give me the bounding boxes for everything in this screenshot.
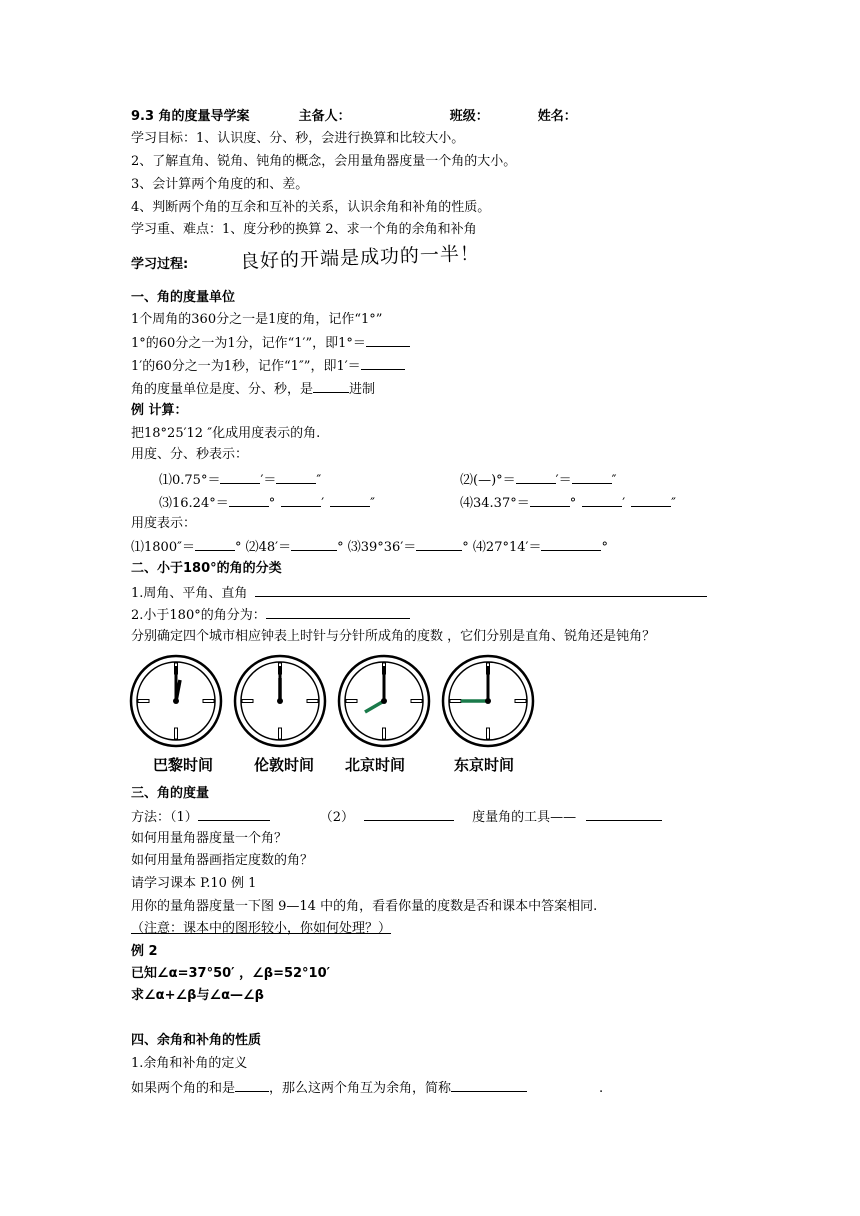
q4-min: ′ bbox=[622, 496, 626, 511]
london-caption: 伦敦时间 bbox=[254, 756, 315, 774]
tick-3 bbox=[203, 700, 214, 703]
blank-line[interactable] bbox=[266, 605, 410, 619]
objective-2: 2、了解直角、锐角、钝角的概念，会用量角器度量一个角的大小。 bbox=[131, 154, 517, 169]
tick-3 bbox=[515, 700, 526, 703]
blank-line[interactable] bbox=[582, 493, 622, 507]
blank-line[interactable] bbox=[366, 333, 410, 347]
tokyo-caption: 东京时间 bbox=[454, 756, 515, 774]
blank-line[interactable] bbox=[276, 470, 316, 484]
q1-sep: ′＝ bbox=[260, 473, 277, 488]
example-label: 例 计算： bbox=[131, 403, 188, 418]
question-1 bbox=[159, 470, 321, 490]
blank-line[interactable] bbox=[235, 1078, 269, 1092]
deg-label: 用度表示： bbox=[131, 516, 197, 531]
given-line: 已知∠α=37°50′ ，∠β=52°10′ bbox=[131, 966, 331, 981]
tick-9 bbox=[450, 700, 461, 703]
blank-line[interactable] bbox=[330, 493, 370, 507]
blank-line[interactable] bbox=[364, 807, 454, 821]
clock-center-pin bbox=[381, 698, 387, 704]
blank-line[interactable] bbox=[195, 537, 235, 551]
r3-unit: ° bbox=[462, 540, 469, 555]
question-3 bbox=[159, 493, 375, 513]
r1-unit: ° bbox=[234, 540, 242, 555]
tool-label: 度量角的工具—— bbox=[472, 810, 577, 825]
blank-line[interactable] bbox=[220, 470, 260, 484]
blank-line[interactable] bbox=[541, 537, 601, 551]
blank-line[interactable] bbox=[530, 493, 570, 507]
s3-q1: 如何用量角器度量一个角？ bbox=[131, 831, 288, 846]
tick-9 bbox=[242, 700, 253, 703]
blank-line[interactable] bbox=[451, 1078, 527, 1092]
example-line: 把18°25′12 ″化成用度表示的角. bbox=[131, 426, 321, 441]
q3-deg: ° bbox=[268, 496, 276, 511]
objective-1: 学习目标：1、认识度、分、秒，会进行换算和比较大小。 bbox=[131, 131, 465, 146]
blank-line[interactable] bbox=[291, 537, 337, 551]
q3-text: ⑶16.24°＝ bbox=[159, 496, 229, 511]
q2-sep: ′＝ bbox=[555, 473, 572, 488]
document-header bbox=[131, 108, 577, 126]
section2-title: 二、小于180°的角的分类 bbox=[131, 561, 282, 576]
r2-text: ⑵48′＝ bbox=[245, 540, 292, 555]
r2-unit: ° bbox=[337, 540, 344, 555]
tick-9 bbox=[138, 700, 149, 703]
q1-unit: ″ bbox=[316, 473, 322, 488]
question-2 bbox=[460, 470, 616, 490]
q3-sec: ″ bbox=[370, 496, 376, 511]
q2-text: ⑵(—)°＝ bbox=[460, 473, 516, 488]
s3-q3: 请学习课本 P.10 例 1 bbox=[131, 876, 257, 891]
s1-line3-text: 1′的60分之一为1秒，记作“1″”，即1′＝ bbox=[131, 359, 361, 374]
name-label: 姓名： bbox=[537, 109, 577, 124]
q4-sec: ″ bbox=[671, 496, 677, 511]
method-1-label: 方法：（1） bbox=[131, 810, 198, 825]
tick-9 bbox=[346, 700, 357, 703]
section3-title: 三、角的度量 bbox=[131, 786, 210, 801]
clock-center-pin bbox=[277, 698, 283, 704]
tick-6 bbox=[279, 728, 282, 739]
tokyo-clock bbox=[441, 654, 535, 748]
example-2-label: 例 2 bbox=[131, 944, 158, 959]
q3-min: ′ bbox=[321, 496, 325, 511]
slogan-text: 良好的开端是成功的一半！ bbox=[239, 242, 481, 273]
s4-sub: 1.余角和补角的定义 bbox=[131, 1056, 248, 1071]
tick-3 bbox=[411, 700, 422, 703]
method-2-label: （2） bbox=[319, 810, 355, 825]
s3-q2: 如何用量角器画指定度数的角？ bbox=[131, 853, 314, 868]
s1-line3 bbox=[131, 356, 405, 376]
r4-unit: ° bbox=[601, 540, 608, 555]
blank-line[interactable] bbox=[516, 470, 556, 484]
s2-line2 bbox=[131, 605, 410, 625]
def-end: . bbox=[599, 1081, 604, 1096]
r4-text: ⑷27°14′＝ bbox=[472, 540, 542, 555]
clock-center-pin bbox=[485, 698, 491, 704]
s1-line2-text: 1°的60分之一为1分，记作“1′”，即1°＝ bbox=[131, 336, 366, 351]
blank-line[interactable] bbox=[229, 493, 269, 507]
blank-line[interactable] bbox=[281, 493, 321, 507]
s2-line1-text: 1.周角、平角、直角 bbox=[131, 586, 248, 601]
def-text-a: 如果两个角的和是 bbox=[131, 1081, 236, 1096]
tick-3 bbox=[307, 700, 318, 703]
blank-line[interactable] bbox=[416, 537, 462, 551]
q1-text: ⑴0.75°＝ bbox=[159, 473, 221, 488]
objective-3: 3、会计算两个角度的和、差。 bbox=[131, 177, 309, 192]
section1-title: 一、角的度量单位 bbox=[131, 290, 236, 305]
s1-line1: 1个周角的360分之一是1度的角，记作“1°” bbox=[131, 312, 383, 327]
london-clock bbox=[233, 654, 327, 748]
blank-line[interactable] bbox=[631, 493, 671, 507]
q2-unit: ″ bbox=[611, 473, 617, 488]
s1-line2 bbox=[131, 333, 410, 353]
def-text-b: ，那么这两个角互为余角，简称 bbox=[269, 1081, 452, 1096]
doc-title: 9.3 角的度量导学案 bbox=[131, 109, 250, 124]
beijing-caption: 北京时间 bbox=[345, 756, 406, 774]
s1-line4-suffix: 进制 bbox=[349, 382, 376, 397]
s1-line4-text: 角的度量单位是度、分、秒，是 bbox=[131, 382, 314, 397]
paris-caption: 巴黎时间 bbox=[153, 756, 214, 774]
q4-deg: ° bbox=[569, 496, 577, 511]
blank-line[interactable] bbox=[198, 807, 270, 821]
tick-6 bbox=[487, 728, 490, 739]
blank-line[interactable] bbox=[255, 583, 707, 597]
host-label: 主备人： bbox=[298, 109, 351, 124]
clock-center-pin bbox=[173, 698, 179, 704]
dms-label: 用度、分、秒表示： bbox=[131, 447, 249, 462]
s3-q4: 用你的量角器度量一下图 9—14 中的角，看看你量的度数是否和课本中答案相同. bbox=[131, 899, 598, 914]
paris-clock bbox=[129, 654, 223, 748]
r3-text: ⑶39°36′＝ bbox=[347, 540, 417, 555]
r1-text: ⑴1800″＝ bbox=[131, 540, 195, 555]
objective-4: 4、判断两个角的互余和互补的关系，认识余角和补角的性质。 bbox=[131, 200, 491, 215]
s1-line4 bbox=[131, 379, 375, 399]
s2-line1 bbox=[131, 583, 707, 603]
process-label: 学习过程: bbox=[131, 257, 189, 272]
ask-line: 求∠α+∠β与∠α—∠β bbox=[131, 988, 264, 1003]
blank-line[interactable] bbox=[586, 807, 662, 821]
s2-line3: 分别确定四个城市相应钟表上时针与分针所成角的度数 ，它们分别是直角、锐角还是钝角？ bbox=[131, 629, 656, 644]
degree-questions bbox=[131, 537, 608, 557]
s3-note: （注意：课本中的图形较小，你如何处理？） bbox=[131, 921, 392, 936]
blank-line[interactable] bbox=[361, 356, 405, 370]
q4-text: ⑷34.37°＝ bbox=[460, 496, 530, 511]
tick-6 bbox=[383, 728, 386, 739]
blank-line[interactable] bbox=[572, 470, 612, 484]
class-label: 班级： bbox=[449, 109, 489, 124]
s2-line2-text: 2.小于180°的角分为： bbox=[131, 608, 266, 623]
section4-title: 四、余角和补角的性质 bbox=[131, 1033, 262, 1048]
s4-def bbox=[131, 1078, 603, 1098]
question-4 bbox=[460, 493, 676, 513]
tick-6 bbox=[175, 728, 178, 739]
blank-line[interactable] bbox=[313, 379, 349, 393]
method-line bbox=[131, 807, 662, 827]
key-points: 学习重、难点：1、度分秒的换算 2、求一个角的余角和补角 bbox=[131, 222, 477, 237]
beijing-clock bbox=[337, 654, 431, 748]
